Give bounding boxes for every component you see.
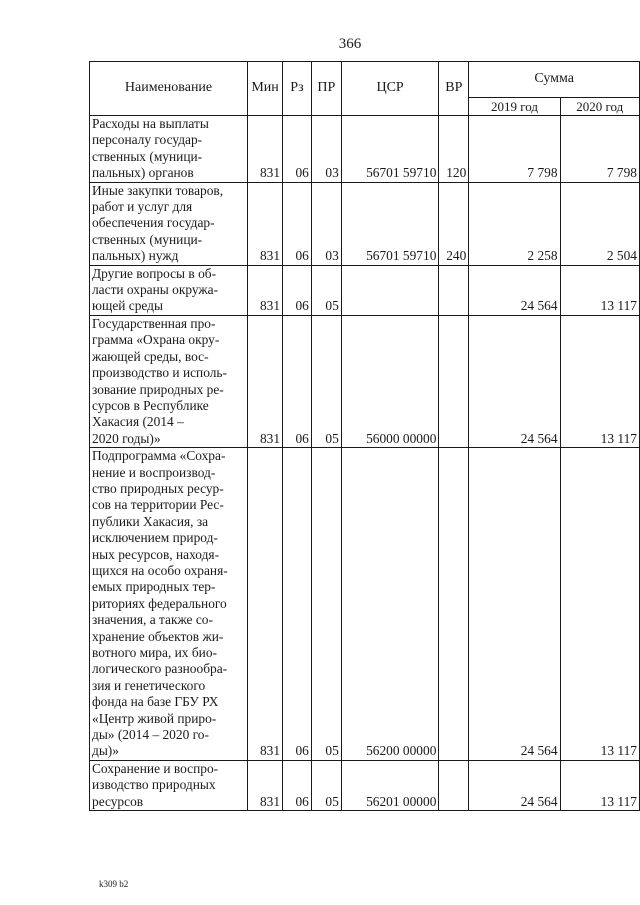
row-rz: 06 [283, 315, 312, 447]
table-row [90, 760, 640, 810]
document-code: k309 b2 [99, 879, 129, 889]
row-vr [439, 760, 469, 810]
row-pr: 05 [311, 315, 341, 447]
row-amount-2020: 7 798 [560, 116, 639, 183]
row-pr: 05 [311, 448, 341, 761]
row-csr: 56201 00000 [341, 760, 439, 810]
row-name: Подпрограмма «Сохра- нение и воспроизвод- ство природных ресур- сов на территории Рес- публики Хакасия, за исключением природ- ных ресурсов, находя- щихся на особо охраня- емых природных тер- риториях федерального значения, а также со- хранение объектов жи- вотного мира, их био- логического разнообра- зия и генетического фонда на базе ГБУ РХ «Центр живой приро- ды» (2014 – 2020 го- ды)» [90, 448, 248, 761]
header-csr: ЦСР [341, 62, 439, 116]
row-min: 831 [248, 760, 283, 810]
row-vr [439, 448, 469, 761]
row-vr [439, 315, 469, 447]
header-name: Наименование [90, 62, 248, 116]
row-min: 831 [248, 315, 283, 447]
row-amount-2019: 2 258 [469, 182, 560, 265]
table-row [90, 448, 640, 761]
row-amount-2020: 13 117 [560, 760, 639, 810]
table-row [90, 315, 640, 447]
row-rz: 06 [283, 265, 312, 315]
row-name: Расходы на выплаты персоналу государ- ственных (муници- пальных) органов [90, 116, 248, 183]
row-amount-2019: 24 564 [469, 265, 560, 315]
page-number: 366 [338, 36, 362, 52]
table-row [90, 182, 640, 265]
row-min: 831 [248, 448, 283, 761]
row-pr: 05 [311, 760, 341, 810]
row-csr: 56200 00000 [341, 448, 439, 761]
header-min: Мин [248, 62, 283, 116]
table-row [90, 265, 640, 315]
header-vr: ВР [439, 62, 469, 116]
row-name: Иные закупки товаров, работ и услуг для обеспечения государ- ственных (муници- пальных) нужд [90, 182, 248, 265]
row-amount-2020: 2 504 [560, 182, 639, 265]
row-amount-2019: 24 564 [469, 760, 560, 810]
row-vr: 240 [439, 182, 469, 265]
row-amount-2019: 24 564 [469, 315, 560, 447]
row-csr [341, 265, 439, 315]
row-csr: 56701 59710 [341, 182, 439, 265]
row-pr: 03 [311, 116, 341, 183]
row-amount-2020: 13 117 [560, 315, 639, 447]
row-min: 831 [248, 116, 283, 183]
row-name: Сохранение и воспро- изводство природных ресурсов [90, 760, 248, 810]
row-vr: 120 [439, 116, 469, 183]
row-pr: 03 [311, 182, 341, 265]
row-rz: 06 [283, 116, 312, 183]
row-rz: 06 [283, 182, 312, 265]
row-min: 831 [248, 265, 283, 315]
row-csr: 56701 59710 [341, 116, 439, 183]
row-amount-2019: 24 564 [469, 448, 560, 761]
header-year-2019: 2019 год [469, 98, 560, 116]
row-vr [439, 265, 469, 315]
row-name: Государственная про- грамма «Охрана окру- жающей среды, вос- производство и исполь- зование природных ре- сурсов в Республике Хакасия (2014 – 2020 годы)» [90, 315, 248, 447]
row-rz: 06 [283, 760, 312, 810]
row-rz: 06 [283, 448, 312, 761]
row-amount-2020: 13 117 [560, 265, 639, 315]
row-csr: 56000 00000 [341, 315, 439, 447]
table-row [90, 116, 640, 183]
row-amount-2019: 7 798 [469, 116, 560, 183]
header-rz: Рз [283, 62, 312, 116]
budget-table [89, 61, 640, 811]
row-min: 831 [248, 182, 283, 265]
header-pr: ПР [311, 62, 341, 116]
row-amount-2020: 13 117 [560, 448, 639, 761]
row-name: Другие вопросы в об- ласти охраны окружа- ющей среды [90, 265, 248, 315]
header-year-2020: 2020 год [560, 98, 639, 116]
header-sum: Сумма [469, 62, 640, 98]
row-pr: 05 [311, 265, 341, 315]
